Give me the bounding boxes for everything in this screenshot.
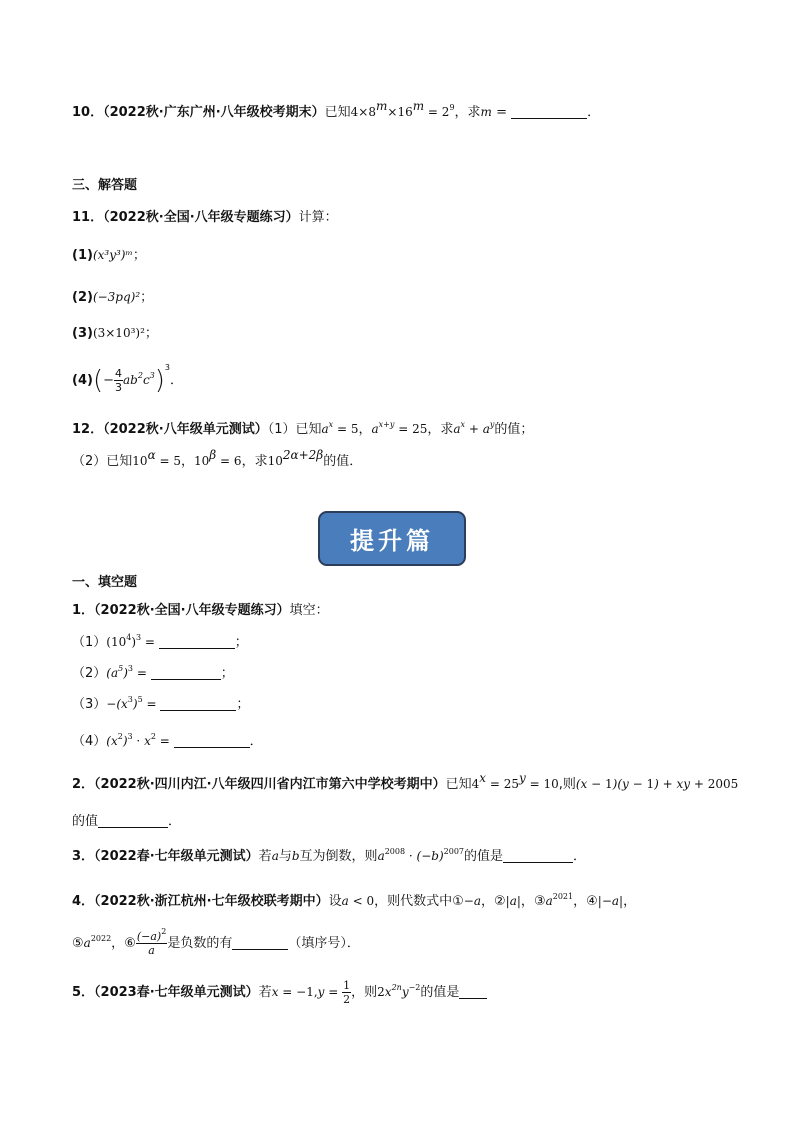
answer-blank[interactable] [511, 104, 587, 119]
fraction: $\frac{1}{2}$ [343, 979, 351, 1006]
problem-3: 3．（2022春·七年级单元测试）若a与b互为倒数，则$a^{2008} \cdot (-b)^{2007}$的值是 ． [72, 847, 587, 864]
answer-blank[interactable] [232, 935, 288, 950]
answer-blank[interactable] [98, 813, 168, 828]
question-11: 11．（2022秋·全国·八年级专题练习）计算： [72, 210, 338, 225]
problem-1-sub-3: $(3)-(x^3)^5$ = ； [72, 695, 250, 712]
question-11-part-1: (1)(x³y³)ᵐ； [72, 248, 146, 263]
section-banner: 提升篇 [318, 511, 466, 566]
question-11-part-2: (2)(−3pq)²； [72, 290, 154, 305]
answer-blank[interactable] [159, 634, 235, 649]
problem-4: 4．（2022秋·浙江杭州·七年级校联考期中）设a < 0，则代数式中①−a，②|a|，$③a^{2021}$，④|−a|， [72, 892, 637, 909]
question-12-part-2: （2）已知$10^\alpha = 5$，$10^\beta = 6$，求$10^{2\alpha+2\beta}$的值． [72, 448, 363, 469]
section-title: 三、解答题 [72, 178, 138, 193]
question-12: 12．（2022秋·八年级单元测试）（1）已知$a^x = 5$，$a^{x+y} = 25$，求$a^x + a^y$的值； [72, 420, 534, 437]
problem-1-sub-1: $(1)(10^4)^3$ = ； [72, 633, 248, 650]
answer-blank[interactable] [503, 848, 573, 863]
question-11-part-4: (4)(− $\frac{4}{3}$ $ab^2c^3)^3$． [72, 363, 184, 396]
section-title: 一、填空题 [72, 575, 138, 590]
problem-2-line-2: 的值 ． [72, 814, 182, 829]
answer-blank[interactable] [459, 984, 487, 999]
problem-2: 2．（2022秋·四川内江·八年级四川省内江市第六中学校考期中）已知$4^x = 25^y = 10$,则(x − 1)(y − 1) + xy + 2005 [72, 771, 739, 792]
answer-blank[interactable] [174, 733, 250, 748]
fraction: $\frac{4}{3}$ [115, 367, 122, 394]
problem-5: 5．（2023春·七年级单元测试）若x = −1,y = $\frac{1}{2}$ ，则$2x^{2n}y^{-2}$的值是 [72, 977, 487, 1008]
answer-blank[interactable] [160, 696, 236, 711]
problem-1: 1．（2022秋·全国·八年级专题练习）填空： [72, 603, 329, 618]
problem-4-line-2: $⑤a^{2022}$，⑥ $\frac{(-a)^2}{a}$ 是负数的有 （填序号）． [72, 927, 360, 957]
question-10: 10．（2022秋·广东广州·八年级校考期末）已知$4\times 8^m\times 16^m = 2^9$，求m = ． [72, 99, 601, 120]
question-11-part-3: (3)(3×10³)²； [72, 326, 158, 341]
answer-blank[interactable] [151, 665, 221, 680]
fraction: $\frac{(-a)^2}{a}$ [136, 927, 167, 957]
problem-1-sub-2: $(2)(a^5)^3$ = ； [72, 664, 234, 681]
problem-1-sub-4: $(4)(x^2)^3 \cdot x^2$ = ． [72, 732, 263, 749]
